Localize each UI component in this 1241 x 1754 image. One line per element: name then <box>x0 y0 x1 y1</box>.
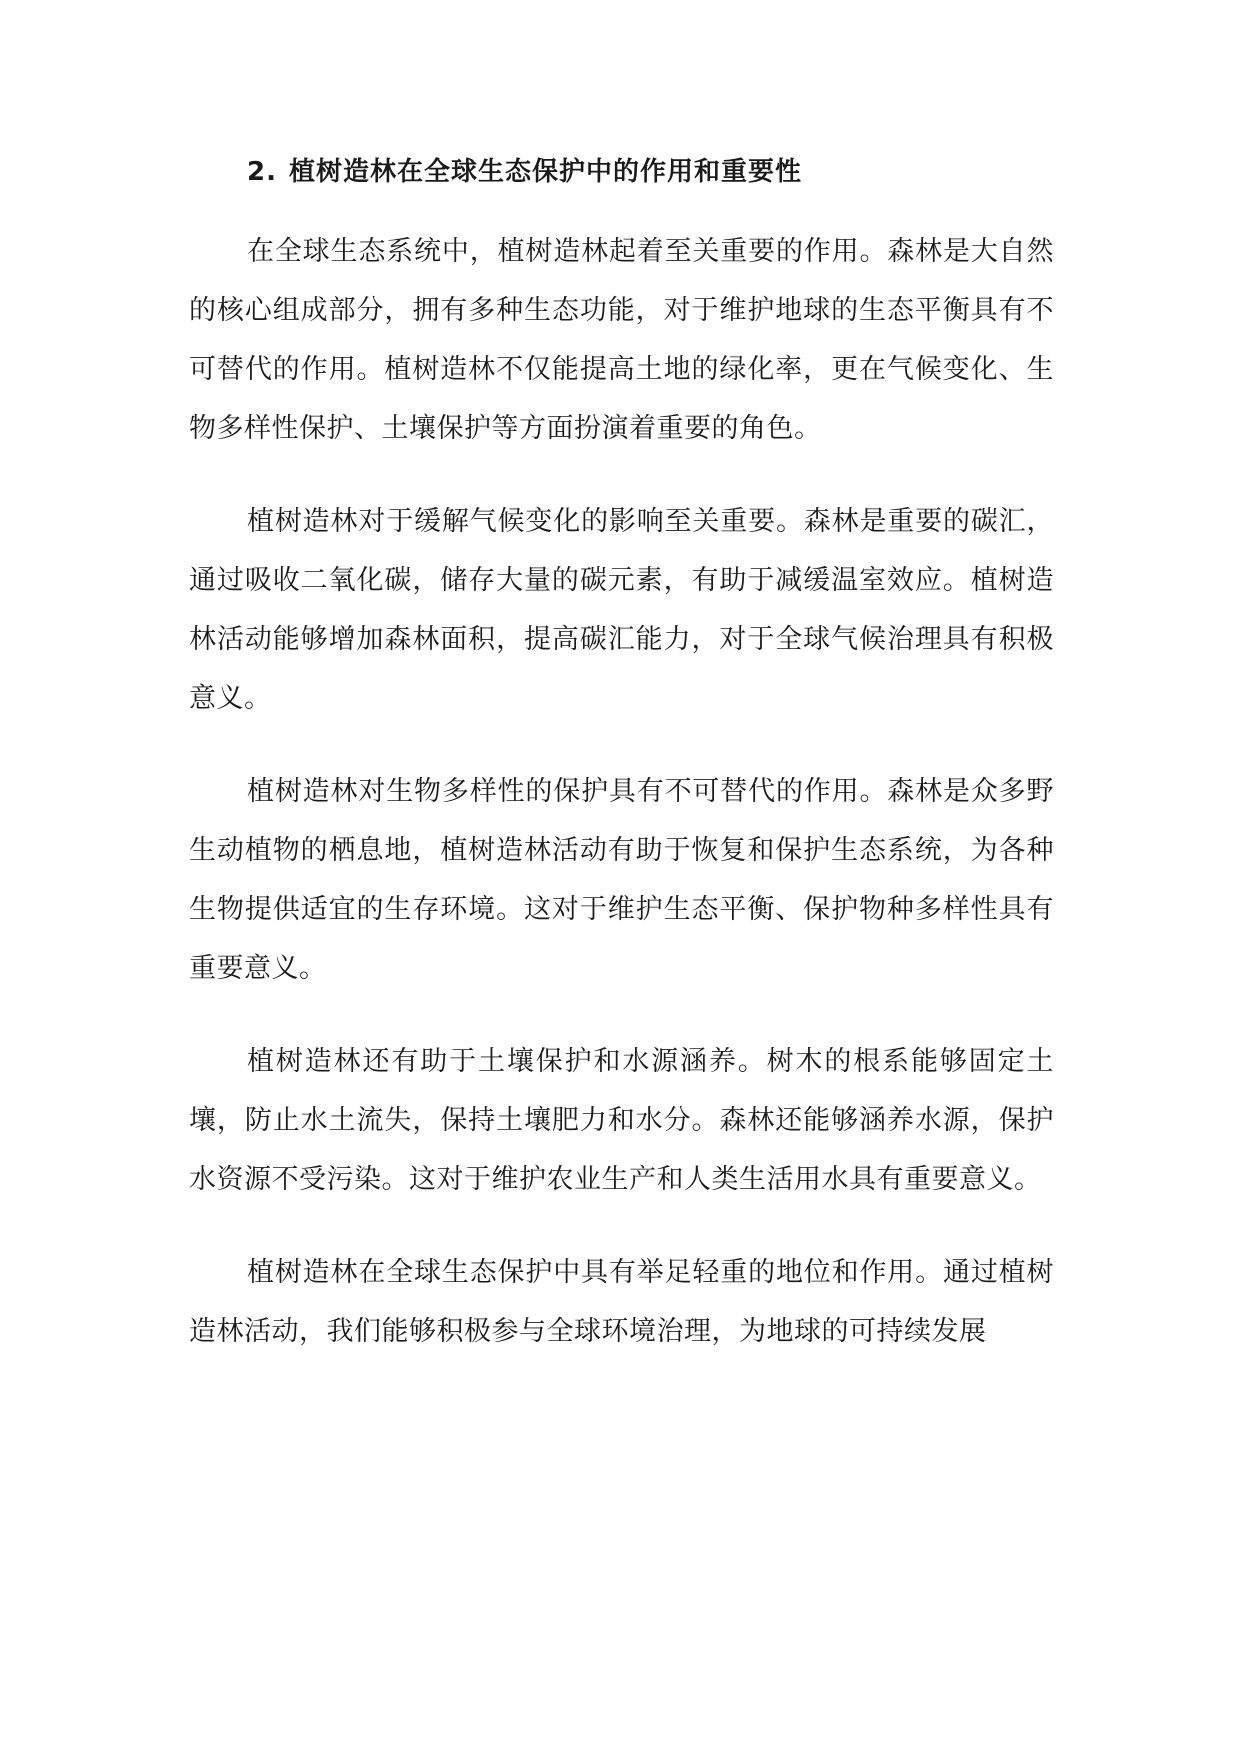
paragraph-soil-water: 植树造林还有助于土壤保护和水源涵养。树木的根系能够固定土壤，防止水土流失，保持土壤肥力和水分。森林还能够涵养水源，保护水资源不受污染。这对于维护农业生产和人类生活用水具有重要意义。 <box>189 1046 1054 1195</box>
body-text <box>189 222 1054 1395</box>
paragraph-global-governance: 植树造林在全球生态保护中具有举足轻重的地位和作用。通过植树造林活动，我们能够积极参与全球环境治理，为地球的可持续发展 <box>189 1257 1054 1347</box>
section-heading <box>247 152 802 192</box>
paragraph-ecosystem-role: 在全球生态系统中，植树造林起着至关重要的作用。森林是大自然的核心组成部分，拥有多种生态功能，对于维护地球的生态平衡具有不可替代的作用。植树造林不仅能提高土地的绿化率，更在气候变化、生物多样性保护、土壤保护等方面扮演着重要的角色。 <box>189 236 1054 444</box>
section-title: 植树造林在全球生态保护中的作用和重要性 <box>288 157 802 187</box>
paragraph-biodiversity: 植树造林对生物多样性的保护具有不可替代的作用。森林是众多野生动植物的栖息地，植树造林活动有助于恢复和保护生态系统，为各种生物提供适宜的生存环境。这对于维护生态平衡、保护物种多样性具有重要意义。 <box>189 776 1054 984</box>
section-number: 2. <box>247 157 277 187</box>
paragraph-climate-change: 植树造林对于缓解气候变化的影响至关重要。森林是重要的碳汇，通过吸收二氧化碳，储存大量的碳元素，有助于减缓温室效应。植树造林活动能够增加森林面积，提高碳汇能力，对于全球气候治理具有积极意义。 <box>189 506 1054 714</box>
